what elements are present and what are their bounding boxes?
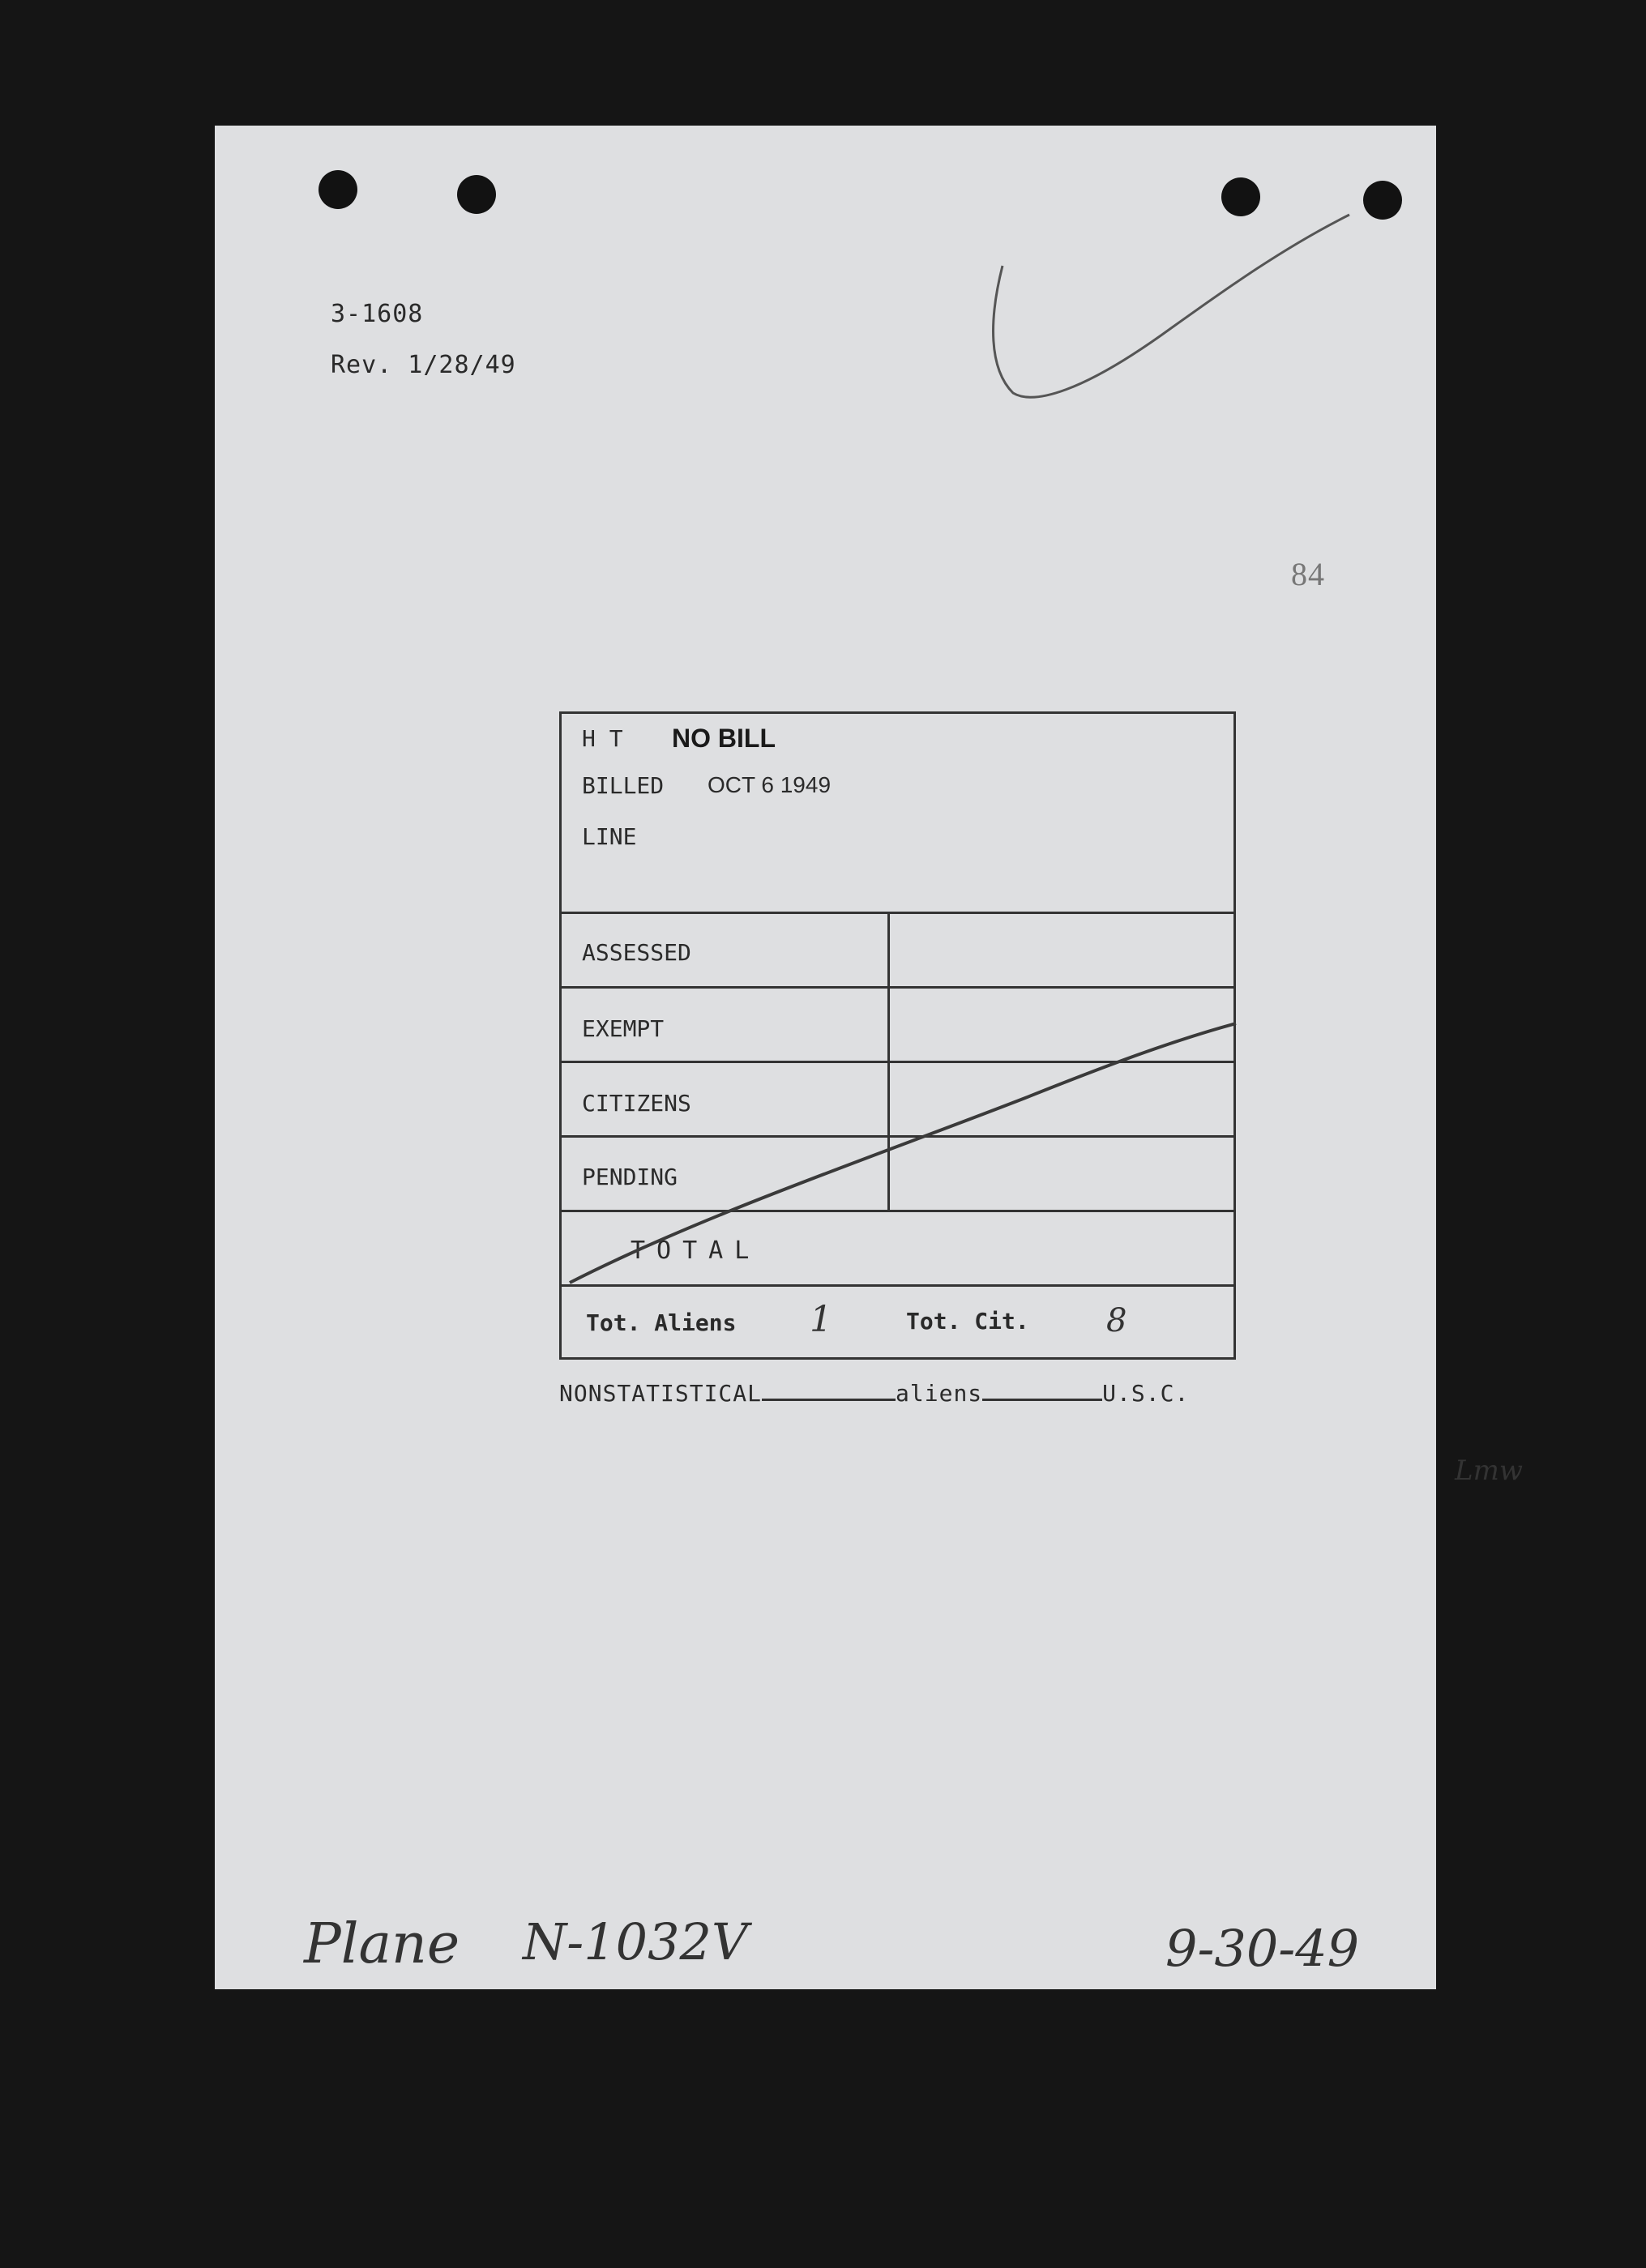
total-citizens-label: Tot. Cit. bbox=[906, 1308, 1029, 1335]
nonstatistical-label: NONSTATISTICAL bbox=[559, 1380, 763, 1407]
form-revision: Rev. 1/28/49 bbox=[331, 351, 516, 379]
handwritten-date: 9-30-49 bbox=[1165, 1919, 1360, 1978]
row-label-exempt: EXEMPT bbox=[582, 1015, 665, 1042]
check-mark bbox=[994, 215, 1349, 397]
row-label-pending: PENDING bbox=[582, 1164, 678, 1190]
total-aliens-label: Tot. Aliens bbox=[586, 1309, 737, 1336]
aliens-label: aliens bbox=[896, 1380, 983, 1407]
row-label-citizens: CITIZENS bbox=[582, 1090, 691, 1117]
handwritten-conveyance: Plane bbox=[304, 1912, 460, 1976]
total-aliens-value: 1 bbox=[810, 1299, 832, 1340]
total-citizens-value: 8 bbox=[1106, 1302, 1127, 1339]
billed-date-stamp: OCT 6 1949 bbox=[708, 772, 832, 797]
handwritten-aircraft-id: N-1032V bbox=[523, 1912, 748, 1971]
header-code: H T bbox=[582, 725, 623, 752]
page-number: 84 bbox=[1291, 556, 1325, 592]
billed-label: BILLED bbox=[582, 772, 665, 799]
document-page bbox=[215, 126, 1523, 1989]
usc-label: U.S.C. bbox=[1102, 1380, 1190, 1407]
line-label: LINE bbox=[582, 823, 637, 850]
no-bill-stamp: NO BILL bbox=[672, 724, 776, 753]
form-number: 3-1608 bbox=[331, 300, 424, 328]
row-label-assessed: ASSESSED bbox=[582, 939, 691, 966]
pen-marks bbox=[215, 126, 1436, 1989]
total-label: TOTAL bbox=[631, 1237, 761, 1265]
handwritten-initials: Lmw bbox=[1455, 1454, 1523, 1487]
cancel-stroke bbox=[570, 1023, 1236, 1283]
